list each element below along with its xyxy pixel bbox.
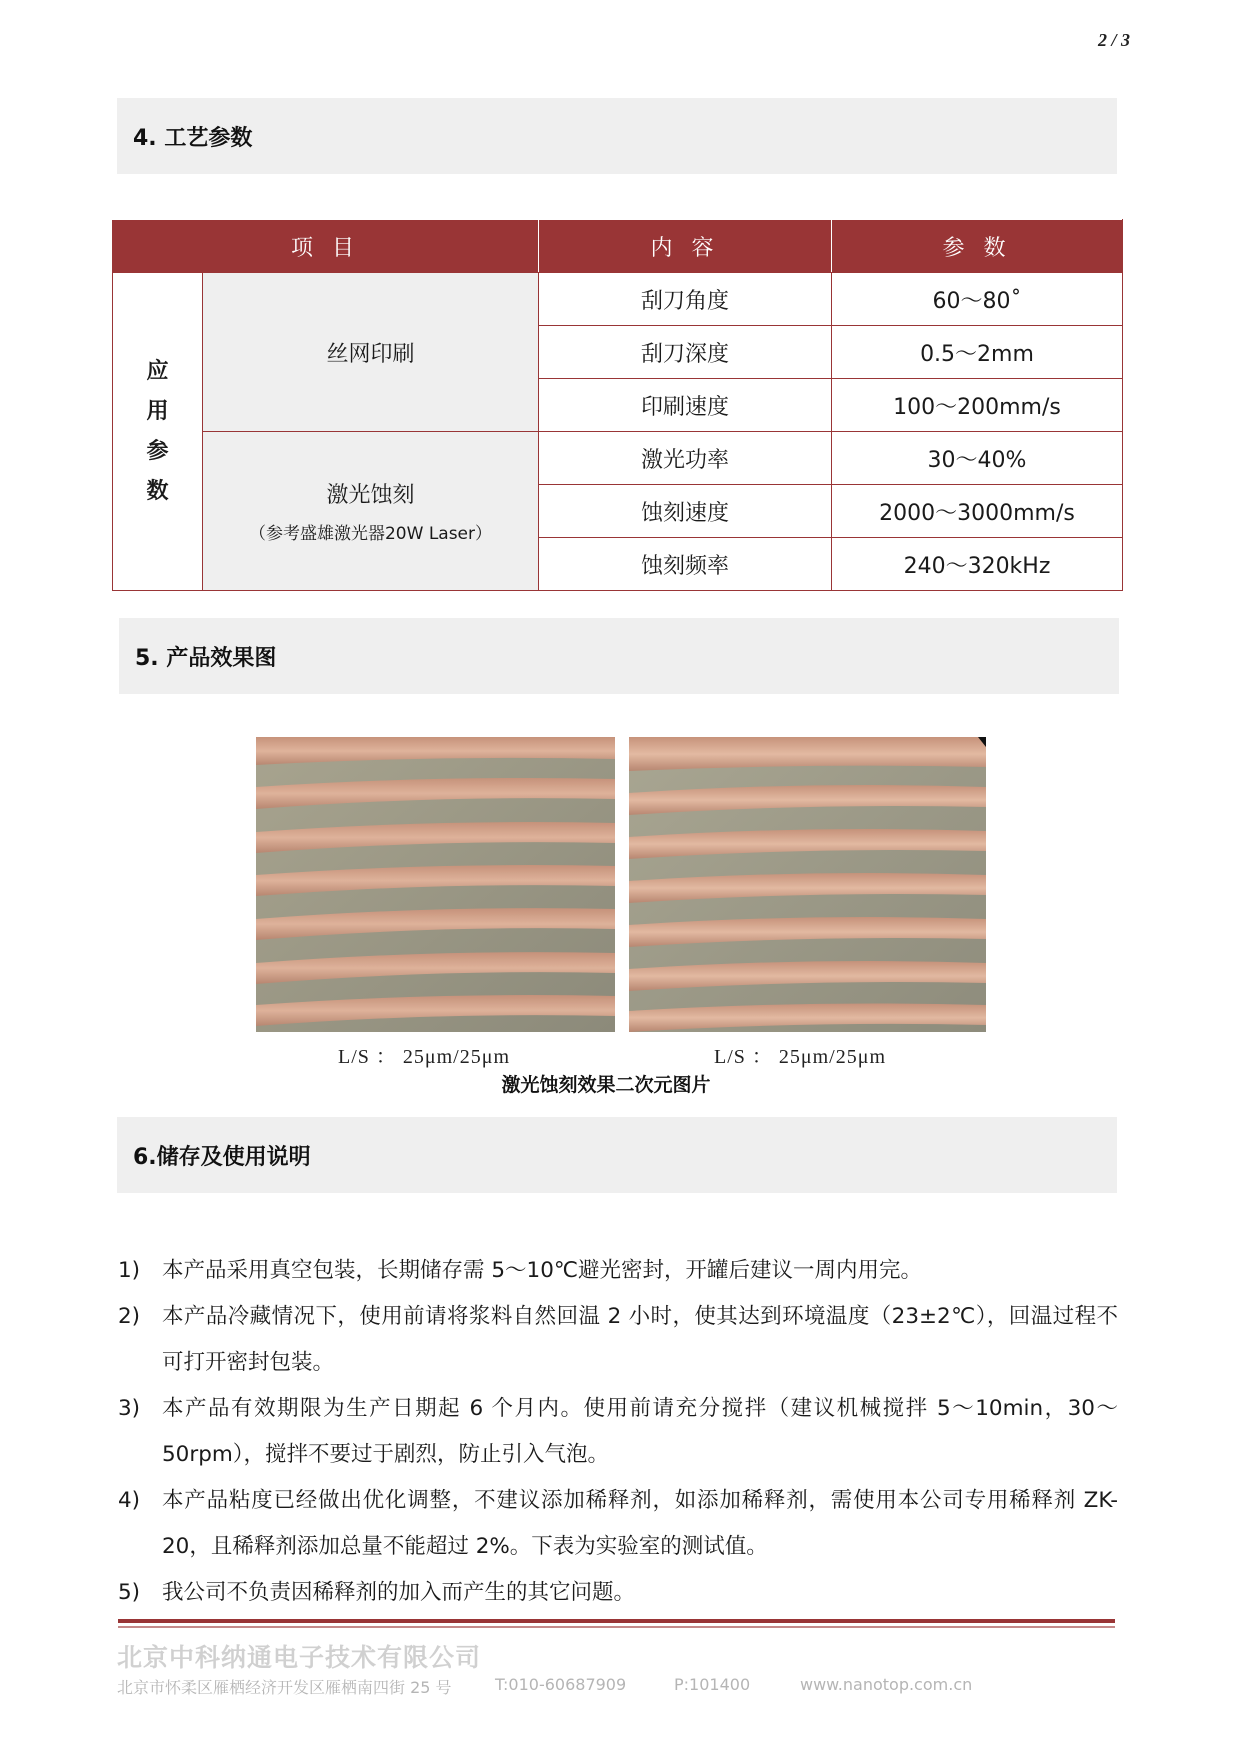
company-name: 北京中科纳通电子技术有限公司 bbox=[117, 1643, 482, 1672]
table-row bbox=[113, 273, 1123, 326]
group-cell-laser-etching bbox=[203, 432, 539, 591]
footer-address: 北京市怀柔区雁栖经济开发区雁栖南四街 25 号 bbox=[117, 1678, 452, 1697]
page-number: 2 / 3 bbox=[1097, 30, 1130, 50]
list-item bbox=[118, 1570, 1118, 1616]
item-cell: 刮刀角度 bbox=[539, 273, 832, 326]
section-title: 6.储存及使用说明 bbox=[133, 1144, 311, 1170]
item-cell: 蚀刻频率 bbox=[539, 538, 832, 591]
value-cell: 60～80˚ bbox=[832, 273, 1123, 326]
list-text: 本产品有效期限为生产日期起 6 个月内。使用前请充分搅拌（建议机械搅拌 5～10min，30～50rpm），搅拌不要过于剧烈，防止引入气泡。 bbox=[162, 1396, 1118, 1467]
section-title: 5. 产品效果图 bbox=[135, 645, 277, 671]
list-number: 2) bbox=[118, 1304, 141, 1329]
footer-divider-thin bbox=[118, 1626, 1115, 1628]
category-cell bbox=[113, 273, 203, 591]
list-item bbox=[118, 1294, 1118, 1386]
value-cell: 2000～3000mm/s bbox=[832, 485, 1123, 538]
group-name: 丝网印刷 bbox=[326, 341, 415, 367]
section-header-storage-usage bbox=[117, 1117, 1117, 1193]
item-cell: 蚀刻速度 bbox=[539, 485, 832, 538]
value-cell: 0.5～2mm bbox=[832, 326, 1123, 379]
figure-title: 激光蚀刻效果二次元图片 bbox=[501, 1074, 711, 1096]
table-header: 内 容 bbox=[539, 220, 832, 273]
table-header-row bbox=[113, 220, 1123, 273]
list-text: 我公司不负责因稀释剂的加入而产生的其它问题。 bbox=[162, 1580, 636, 1605]
storage-usage-list bbox=[118, 1248, 1118, 1616]
list-item bbox=[118, 1386, 1118, 1478]
list-item bbox=[118, 1478, 1118, 1570]
category-char: 用 bbox=[146, 398, 169, 424]
footer-telephone: T:010-60687909 bbox=[495, 1675, 627, 1694]
group-cell-screen-printing bbox=[203, 273, 539, 432]
list-number: 5) bbox=[118, 1580, 141, 1605]
list-number: 3) bbox=[118, 1396, 141, 1421]
photo-caption-right: L/S ： 25μm/25μm bbox=[714, 1046, 887, 1068]
item-cell: 刮刀深度 bbox=[539, 326, 832, 379]
footer-divider bbox=[118, 1619, 1115, 1623]
laser-etching-photo-left bbox=[256, 737, 615, 1032]
item-cell: 印刷速度 bbox=[539, 379, 832, 432]
laser-etching-photo-right bbox=[629, 737, 986, 1032]
list-text: 本产品采用真空包装，长期储存需 5～10℃避光密封，开罐后建议一周内用完。 bbox=[162, 1258, 923, 1283]
process-parameter-table bbox=[112, 219, 1123, 591]
category-char: 数 bbox=[146, 478, 169, 504]
list-number: 4) bbox=[118, 1488, 141, 1513]
value-cell: 30～40% bbox=[832, 432, 1123, 485]
photo-caption-left: L/S ： 25μm/25μm bbox=[338, 1046, 511, 1068]
list-item bbox=[118, 1248, 1118, 1294]
footer-website[interactable]: www.nanotop.com.cn bbox=[800, 1675, 973, 1694]
table-header: 参 数 bbox=[832, 220, 1123, 273]
section-header-process-params bbox=[117, 98, 1117, 174]
value-cell: 240～320kHz bbox=[832, 538, 1123, 591]
value-cell: 100～200mm/s bbox=[832, 379, 1123, 432]
category-char: 应 bbox=[146, 358, 169, 384]
section-title: 4. 工艺参数 bbox=[133, 125, 253, 151]
table-row bbox=[113, 432, 1123, 485]
list-text: 本产品冷藏情况下，使用前请将浆料自然回温 2 小时，使其达到环境温度（23±2℃），回温过程不可打开密封包装。 bbox=[162, 1304, 1118, 1375]
group-name: 激光蚀刻 bbox=[326, 483, 415, 508]
list-number: 1) bbox=[118, 1258, 141, 1283]
section-header-product-images bbox=[119, 618, 1119, 694]
list-text: 本产品粘度已经做出优化调整，不建议添加稀释剂，如添加稀释剂，需使用本公司专用稀释剂 ZK-20，且稀释剂添加总量不能超过 2%。下表为实验室的测试值。 bbox=[162, 1488, 1118, 1559]
footer-postcode: P:101400 bbox=[674, 1675, 751, 1694]
category-char: 参 bbox=[146, 438, 169, 464]
table-header: 项 目 bbox=[113, 220, 539, 273]
group-note: （参考盛雄激光器20W Laser） bbox=[248, 524, 493, 544]
item-cell: 激光功率 bbox=[539, 432, 832, 485]
